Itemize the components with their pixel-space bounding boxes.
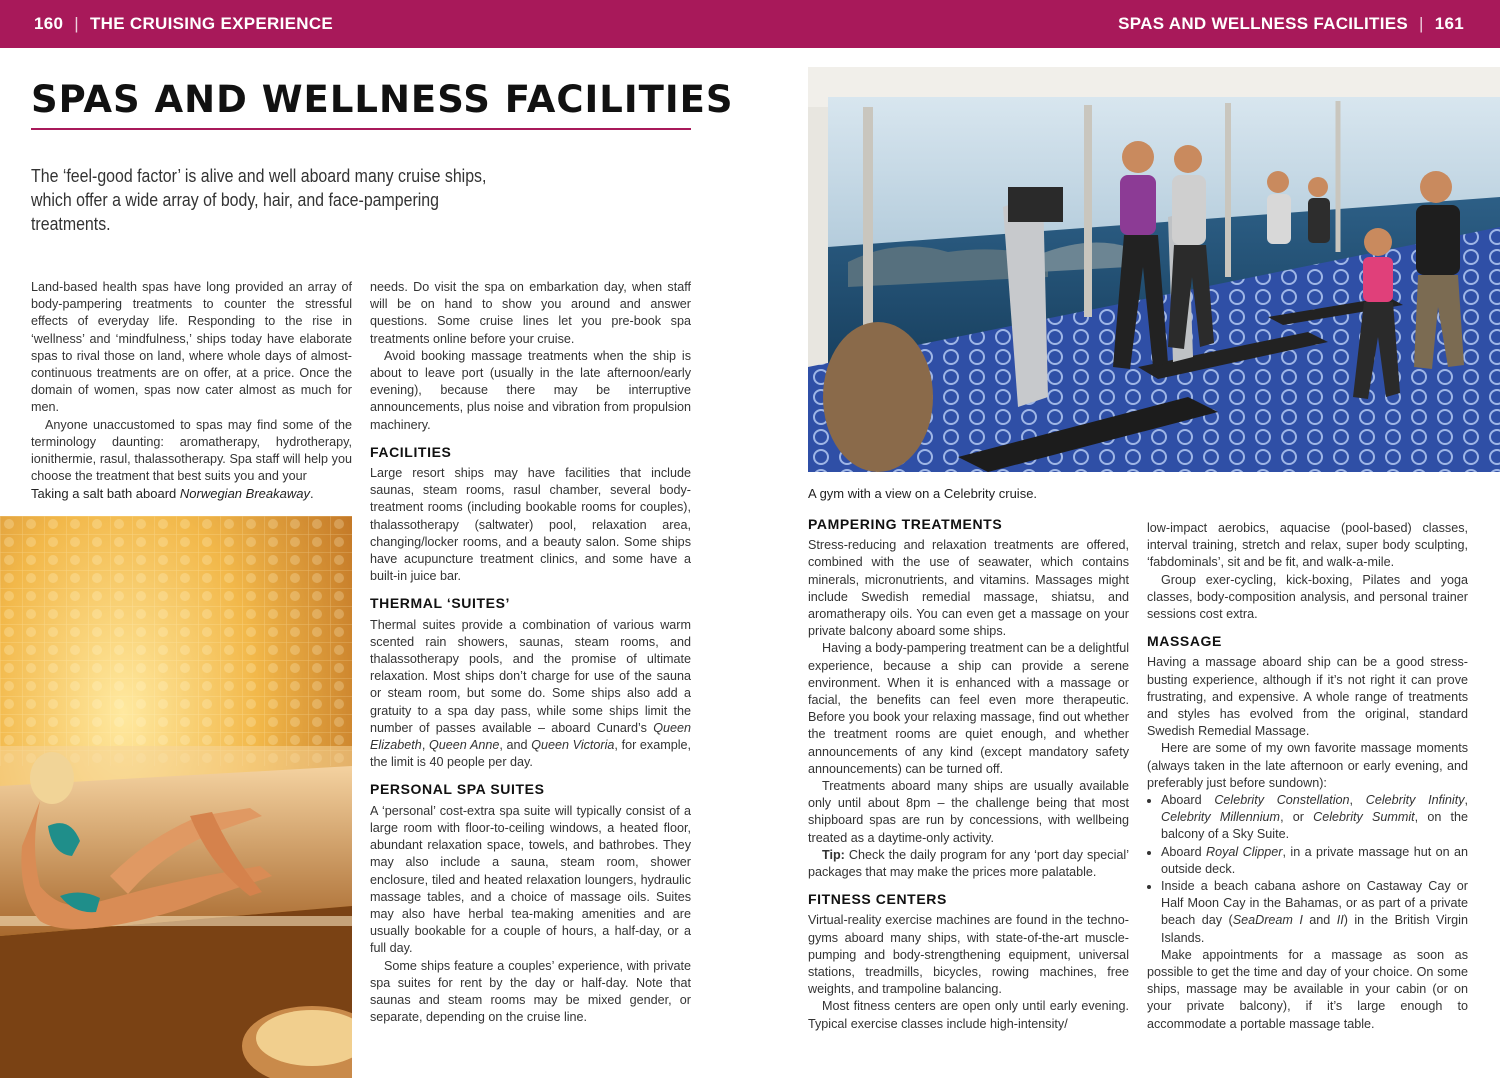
column-1 [31,279,352,485]
col2-paragraph-2: Avoid booking massage treatments when the ship is about to leave port (usually in the late afternoon/early evening), because there may be interruptive announcements, plus noise and vibration from propulsion machinery. [370,348,691,432]
gym-caption: A gym with a view on a Celebrity cruise. [808,486,1038,501]
heading-fitness-centers: FITNESS CENTERS [808,891,947,908]
heading-facilities: FACILITIES [370,443,452,460]
right-section-title: SPAS AND WELLNESS FACILITIES [1118,14,1409,33]
massage-paragraph-3: Make appointments for a massage as soon as possible to get the time and day of your choice. On some ships, massage may be available in your cabin (or on your private balcony), if it’s large enough to accommodate a portable massage table. [1147,947,1468,1031]
page-header [0,0,1500,48]
tip-label: Tip: [822,847,845,862]
column-4 [1147,520,1468,1033]
col2-paragraph-1: needs. Do visit the spa on embarkation day, when staff will be on hand to show you around and answer questions. Some cruise lines let you pre-book spa treatments online before your cruise. [370,280,691,346]
col1-paragraph-1: Land-based health spas have long provided an array of body-pampering treatments to counter the stressful effects of everyday life. Responding to the rise in ‘wellness’ and ‘mindfulness,’ ships today have elaborate spas to rival those on land, where whole days of almost-continuous treatments are on offer, at a price. Once the domain of women, spas now cater almost as much for men. [31,280,352,415]
right-page-number: 161 [1434,14,1464,33]
heading-thermal-suites: THERMAL ‘SUITES’ [370,595,511,612]
pampering-paragraph-2: Having a body-pampering treatment can be a delightful experience, because a ship can provide a serene environment. When it is enhanced with a massage or facial, the benefits can feel even more therapeutic. Before you book your relaxing massage, find out whether the treatment rooms are quiet enough, and whether announcements of any kind (except mandatory safety announcements) can be turned off. [808,641,1129,776]
list-item: • Inside a beach cabana ashore on Castaway Cay or Half Moon Cay in the Bahamas, or as part of a private beach day (SeaDream I and II) in the British Virgin Islands. [1161,878,1468,947]
left-running-head: 160 | THE CRUISING EXPERIENCE [34,14,334,33]
heading-pampering-treatments: PAMPERING TREATMENTS [808,516,1003,532]
thermal-paragraph: Thermal suites provide a combination of various warm scented rain showers, saunas, steam rooms, and thalassotherapy pools, and the promise of ultimate relaxation. Most ships don’t charge for use of the sauna or steam room, but some do. Some ships also add a gratuity to a spa day pass, while some ships limit the number of passes available – aboard Cunard’s Queen Elizabeth, Queen Anne, and Queen Victoria, for example, the limit is 40 people per day. [370,617,692,770]
fitness-paragraph-2: Most fitness centers are open only until early evening. Typical exercise classes include high-intensity/ [808,999,1129,1031]
column-3 [808,516,1129,1033]
salt-bath-photo [0,516,352,1078]
col4-paragraph-1: low-impact aerobics, aquacise (pool-based) classes, interval training, stretch and relax, super body sculpting, ‘fabdominals’, sit and be fit, and walk-a-mile. [1147,521,1468,570]
tip-paragraph: Tip: Check the daily program for any ‘port day special’ packages that may make the prices more palatable. [808,847,1129,880]
list-item: • Aboard Celebrity Constellation, Celebrity Infinity, Celebrity Millennium, or Celebrity Summit, on the balcony of a Sky Suite. [1161,792,1468,844]
left-page-number: 160 [34,14,64,33]
col1-paragraph-2: Anyone unaccustomed to spas may find some of the terminology daunting: aromatherapy, hydrotherapy, ionithermie, rasul, thalassotherapy. Spa staff will help you choose the treatment that best suits you and your [31,417,352,484]
left-section-title: THE CRUISING EXPERIENCE [89,14,334,33]
column-2 [370,279,691,1026]
massage-paragraph-2: Here are some of my own favorite massage moments (always taken in the late afternoon or early evening, and preferably just before sundown): [1147,741,1468,790]
gym-photo [808,67,1500,472]
pampering-paragraph-1: Stress-reducing and relaxation treatments are offered, combined with the use of seawater, which contains minerals, micronutrients, and vitamins. Massages might include Swedish remedial massage, shiatsu, and aromatherapy oils. You can even get a massage on your private balcony aboard some ships. [808,538,1129,639]
col4-paragraph-2: Group exer-cycling, kick-boxing, Pilates and yoga classes, body-composition analysis, and personal trainer sessions cost extra. [1147,572,1468,622]
intro-paragraph: The ‘feel-good factor’ is alive and well aboard many cruise ships, which offer a wide array of body, hair, and face-pampering treatments. [31,165,487,234]
massage-paragraph-1: Having a massage aboard ship can be a good stress-busting experience, although if it’s not right it can prove frustrating, and expensive. A whole range of treatments and styles has evolved from the original, standard Swedish Remedial Massage. [1147,655,1468,739]
pampering-paragraph-3: Treatments aboard many ships are usually available only until about 8pm – the challenge being that most shipboard spas are run by concessions, with wellbeing treated as a daytime-only activity. [808,779,1129,845]
article-title: SPAS AND WELLNESS FACILITIES [31,78,734,121]
list-item: • Aboard Royal Clipper, in a private massage hut on an outside deck. [1161,844,1468,878]
facilities-paragraph: Large resort ships may have facilities that include saunas, steam rooms, rasul chamber, several body-treatment rooms (including bookable rooms for couples), thalassotherapy (saltwater) pool, relaxation area, changing/locker rooms, and a beauty salon. Some ships have acupuncture treatment clinics, and some have a built-in juice bar. [370,466,691,584]
massage-list [1147,792,1468,947]
ship-name: Norwegian Breakaway [179,486,310,501]
personal-paragraph-2: Some ships feature a couples’ experience, with private spa suites for rent by the day or half-day. Note that saunas and steam rooms may be mixed gender, or separate, depending on the cruise line. [370,958,691,1025]
right-running-head: SPAS AND WELLNESS FACILITIES | 161 [1118,14,1464,33]
heading-massage: MASSAGE [1147,633,1222,650]
salt-bath-caption: Taking a salt bath aboard Norwegian Breakaway. [31,486,314,501]
heading-personal-spa-suites: PERSONAL SPA SUITES [370,781,545,798]
personal-paragraph-1: A ‘personal’ cost-extra spa suite will typically consist of a large room with floor-to-ceiling windows, a heated floor, abundant relaxation space, towels, and bathrobes. They may also include a sauna, steam room, shower enclosure, tiled and heated relaxation loungers, hydraulic massage tables, and a choice of massage oils. Suites may also have herbal tea-making amenities and are usually bookable for a couple of hours, a half-day, or a full day. [370,803,691,956]
title-rule [31,128,691,130]
fitness-paragraph-1: Virtual-reality exercise machines are found in the techno-gyms aboard many ships, with state-of-the-art muscle-pumping and body-strengthening equipment, universal stations, treadmills, bicycles, rowing machines, free weights, and trampoline balancing. [808,913,1129,997]
